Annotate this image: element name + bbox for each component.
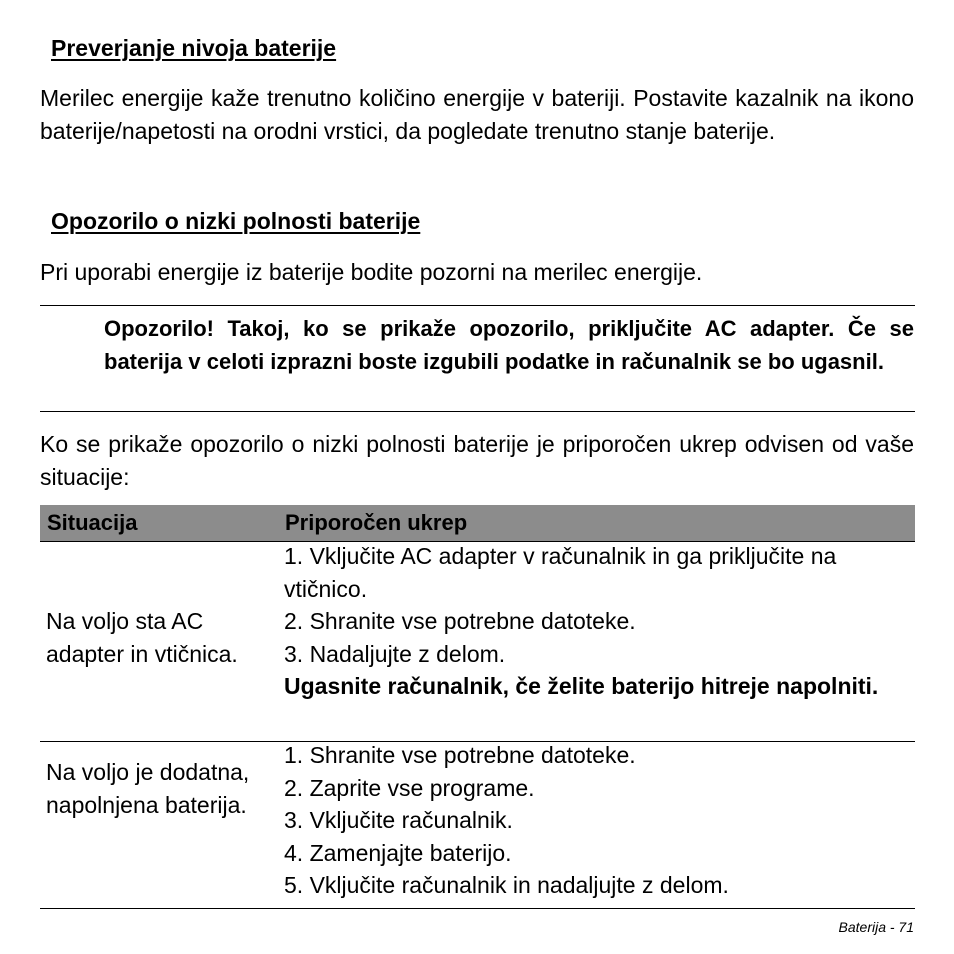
warning-note: Opozorilo! Takoj, ko se prikaže opozorilo, priključite AC adapter. Če se baterija v celoti izprazni boste izgubili podatke in računalnik se bo ugasnil. <box>104 316 914 374</box>
table-bottom-divider <box>40 908 915 909</box>
list-item: 1. Vključite AC adapter v računalnik in ga priključite na vtičnico. <box>284 543 837 602</box>
list-item: 1. Shranite vse potrebne datoteke. <box>284 742 636 768</box>
list-item: 5. Vključite računalnik in nadaljujte z delom. <box>284 872 729 898</box>
page-footer: Baterija - 71 <box>838 919 914 935</box>
low-battery-paragraph: Pri uporabi energije iz baterije bodite pozorni na merilec energije. <box>40 259 703 285</box>
column-header-recommended-action: Priporočen ukrep <box>285 510 468 535</box>
table-header <box>40 505 915 542</box>
warning-bottom-divider <box>40 411 915 412</box>
table-row-2-situation: Na voljo je dodatna, napolnjena baterija. <box>46 759 250 818</box>
table-row-1-situation: Na voljo sta AC adapter in vtičnica. <box>46 608 238 667</box>
list-item: 4. Zamenjajte baterijo. <box>284 839 512 866</box>
table-row-2-action <box>284 739 914 902</box>
list-item: 2. Zaprite vse programe. <box>284 774 535 801</box>
section-heading-low-battery-warning: Opozorilo o nizki polnosti baterije <box>51 208 421 234</box>
battery-level-paragraph: Merilec energije kaže trenutno količino energije v bateriji. Postavite kazalnik na ikono baterije/napetosti na orodni vrstici, da pogledate trenutno stanje baterije. <box>40 85 914 144</box>
column-header-situation: Situacija <box>47 510 138 535</box>
list-item: 3. Vključite računalnik. <box>284 807 513 833</box>
section-heading-battery-level: Preverjanje nivoja baterije <box>51 35 337 61</box>
list-item: 2. Shranite vse potrebne datoteke. <box>284 608 636 634</box>
recommended-action-intro: Ko se prikaže opozorilo o nizki polnosti baterije je priporočen ukrep odvisen od vaše situacije: <box>40 431 914 490</box>
list-item: 3. Nadaljujte z delom. <box>284 640 506 667</box>
table-row-1-note: Ugasnite računalnik, če želite baterijo hitreje napolniti. <box>284 673 879 699</box>
table-row-1-action <box>284 540 914 703</box>
warning-top-divider <box>40 305 915 306</box>
